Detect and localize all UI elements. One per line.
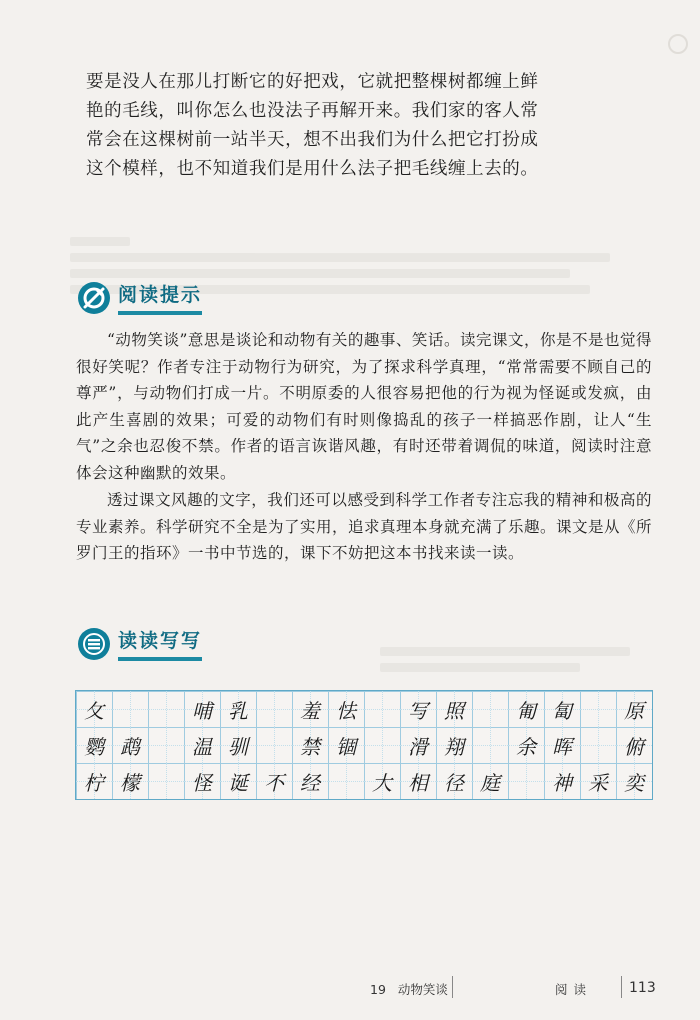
grid-cell xyxy=(472,727,508,763)
read-write-header xyxy=(78,626,202,661)
grid-character: 俯 xyxy=(624,734,644,759)
grid-character: 檬 xyxy=(120,770,140,795)
grid-cell xyxy=(472,691,508,727)
grid-cell xyxy=(328,691,364,727)
grid-character: 相 xyxy=(408,770,428,795)
grid-cell xyxy=(400,727,436,763)
grid-cell xyxy=(292,691,328,727)
grid-character: 怯 xyxy=(336,698,356,723)
grid-character: 采 xyxy=(588,770,608,795)
grid-character: 柠 xyxy=(84,770,104,795)
grid-character: 余 xyxy=(516,734,536,759)
grid-character: 照 xyxy=(444,698,464,723)
grid-cell xyxy=(364,727,400,763)
grid-cell xyxy=(256,691,292,727)
grid-cell xyxy=(400,763,436,799)
grid-cell xyxy=(436,727,472,763)
grid-character: 神 xyxy=(552,770,572,795)
grid-cell xyxy=(184,691,220,727)
footer-divider xyxy=(452,976,453,998)
grid-character: 匐 xyxy=(552,698,572,723)
grid-cell xyxy=(148,763,184,799)
character-grid xyxy=(75,690,653,800)
list-icon xyxy=(78,628,110,660)
grid-cell xyxy=(328,763,364,799)
grid-character: 匍 xyxy=(516,698,536,723)
grid-character: 不 xyxy=(264,770,284,795)
page-number: 113 xyxy=(629,980,656,996)
grid-cell xyxy=(436,763,472,799)
grid-cell xyxy=(544,727,580,763)
grid-cell xyxy=(256,763,292,799)
read-write-heading: 读读写写 xyxy=(118,626,202,661)
grid-cell xyxy=(184,763,220,799)
grid-cell xyxy=(580,763,616,799)
grid-cell xyxy=(220,691,256,727)
grid-cell xyxy=(220,763,256,799)
grid-cell xyxy=(112,691,148,727)
reading-tips-paragraph-2: 透过课文风趣的文字，我们还可以感受到科学工作者专注忘我的精神和极高的专业素养。科学研究不全是为了实用，追求真理本身就充满了乐趣。课文是从《所罗门王的指环》一书中节选的，课下不妨把这本书找来读一读。 xyxy=(76,491,653,563)
grid-cell xyxy=(112,727,148,763)
grid-cell xyxy=(76,691,112,727)
grid-character: 奕 xyxy=(624,770,644,795)
grid-character: 怪 xyxy=(192,770,212,795)
grid-character: 滑 xyxy=(408,734,428,759)
grid-cell xyxy=(76,727,112,763)
grid-cell xyxy=(544,691,580,727)
grid-cell xyxy=(148,727,184,763)
grid-cell xyxy=(544,763,580,799)
reading-tips-header xyxy=(78,280,202,315)
continued-paragraph: 要是没人在那儿打断它的好把戏，它就把整棵树都缠上鲜艳的毛线，叫你怎么也没法子再解开来。我们家的客人常常会在这棵树前一站半天，想不出我们为什么把它打扮成这个模样，也不知道我们是用什么法子把毛线缠上去的。 xyxy=(86,72,539,179)
corner-mark xyxy=(668,34,688,54)
grid-cell xyxy=(580,691,616,727)
grid-cell xyxy=(220,727,256,763)
grid-cell xyxy=(328,727,364,763)
lesson-title: 动物笑谈 xyxy=(397,982,448,997)
grid-cell xyxy=(580,727,616,763)
grid-cell xyxy=(364,763,400,799)
grid-cell xyxy=(508,763,544,799)
grid-character: 原 xyxy=(624,698,644,723)
grid-cell xyxy=(148,691,184,727)
grid-cell xyxy=(616,727,652,763)
grid-cell xyxy=(616,691,652,727)
reading-tips-heading: 阅读提示 xyxy=(118,280,202,315)
grid-character: 驯 xyxy=(228,734,248,759)
grid-character: 温 xyxy=(192,734,212,759)
grid-cell xyxy=(364,691,400,727)
grid-cell xyxy=(472,763,508,799)
grid-character: 攵 xyxy=(84,698,104,723)
grid-character: 鹉 xyxy=(120,734,140,759)
grid-character: 庭 xyxy=(480,770,500,795)
grid-character: 乳 xyxy=(228,698,248,723)
grid-cell xyxy=(292,727,328,763)
grid-character: 翔 xyxy=(444,734,464,759)
grid-cell xyxy=(508,727,544,763)
footer-section: 阅读 xyxy=(555,982,593,997)
grid-cell xyxy=(112,763,148,799)
grid-cell xyxy=(508,691,544,727)
grid-cell xyxy=(256,727,292,763)
reading-tips-paragraph-1: “动物笑谈”意思是谈论和动物有关的趣事、笑话。读完课文，你是不是也觉得很好笑呢？作者专注于动物行为研究，为了探求科学真理，“常常需要不顾自己的尊严”，与动物们打成一片。不明原委的人很容易把他的行为视为怪诞或发疯，由此产生喜剧的效果；可爱的动物们有时则像捣乱的孩子一样搞恶作剧，让人“生气”之余也忍俊不禁。作者的语言诙谐风趣，有时还带着调侃的味道，阅读时注意体会这种幽默的效果。 xyxy=(76,331,652,482)
grid-cell xyxy=(616,763,652,799)
grid-character: 径 xyxy=(444,770,464,795)
grid-cell xyxy=(292,763,328,799)
grid-character: 哺 xyxy=(192,698,212,723)
reading-tip-icon xyxy=(78,282,110,314)
grid-character: 大 xyxy=(372,770,392,795)
footer-chapter xyxy=(370,980,448,998)
grid-cell xyxy=(400,691,436,727)
grid-character: 鹦 xyxy=(84,734,104,759)
grid-character: 诞 xyxy=(228,770,248,795)
lesson-number: 19 xyxy=(370,982,386,997)
grid-character: 经 xyxy=(300,770,320,795)
grid-character: 晖 xyxy=(552,734,572,759)
grid-character: 锢 xyxy=(336,734,356,759)
grid-character: 写 xyxy=(408,698,428,723)
grid-cell xyxy=(436,691,472,727)
footer-divider xyxy=(621,976,622,998)
grid-character: 禁 xyxy=(300,734,320,759)
bleed-through-decoration xyxy=(380,640,650,679)
grid-cell xyxy=(76,763,112,799)
grid-cell xyxy=(184,727,220,763)
grid-character: 羞 xyxy=(300,698,320,723)
